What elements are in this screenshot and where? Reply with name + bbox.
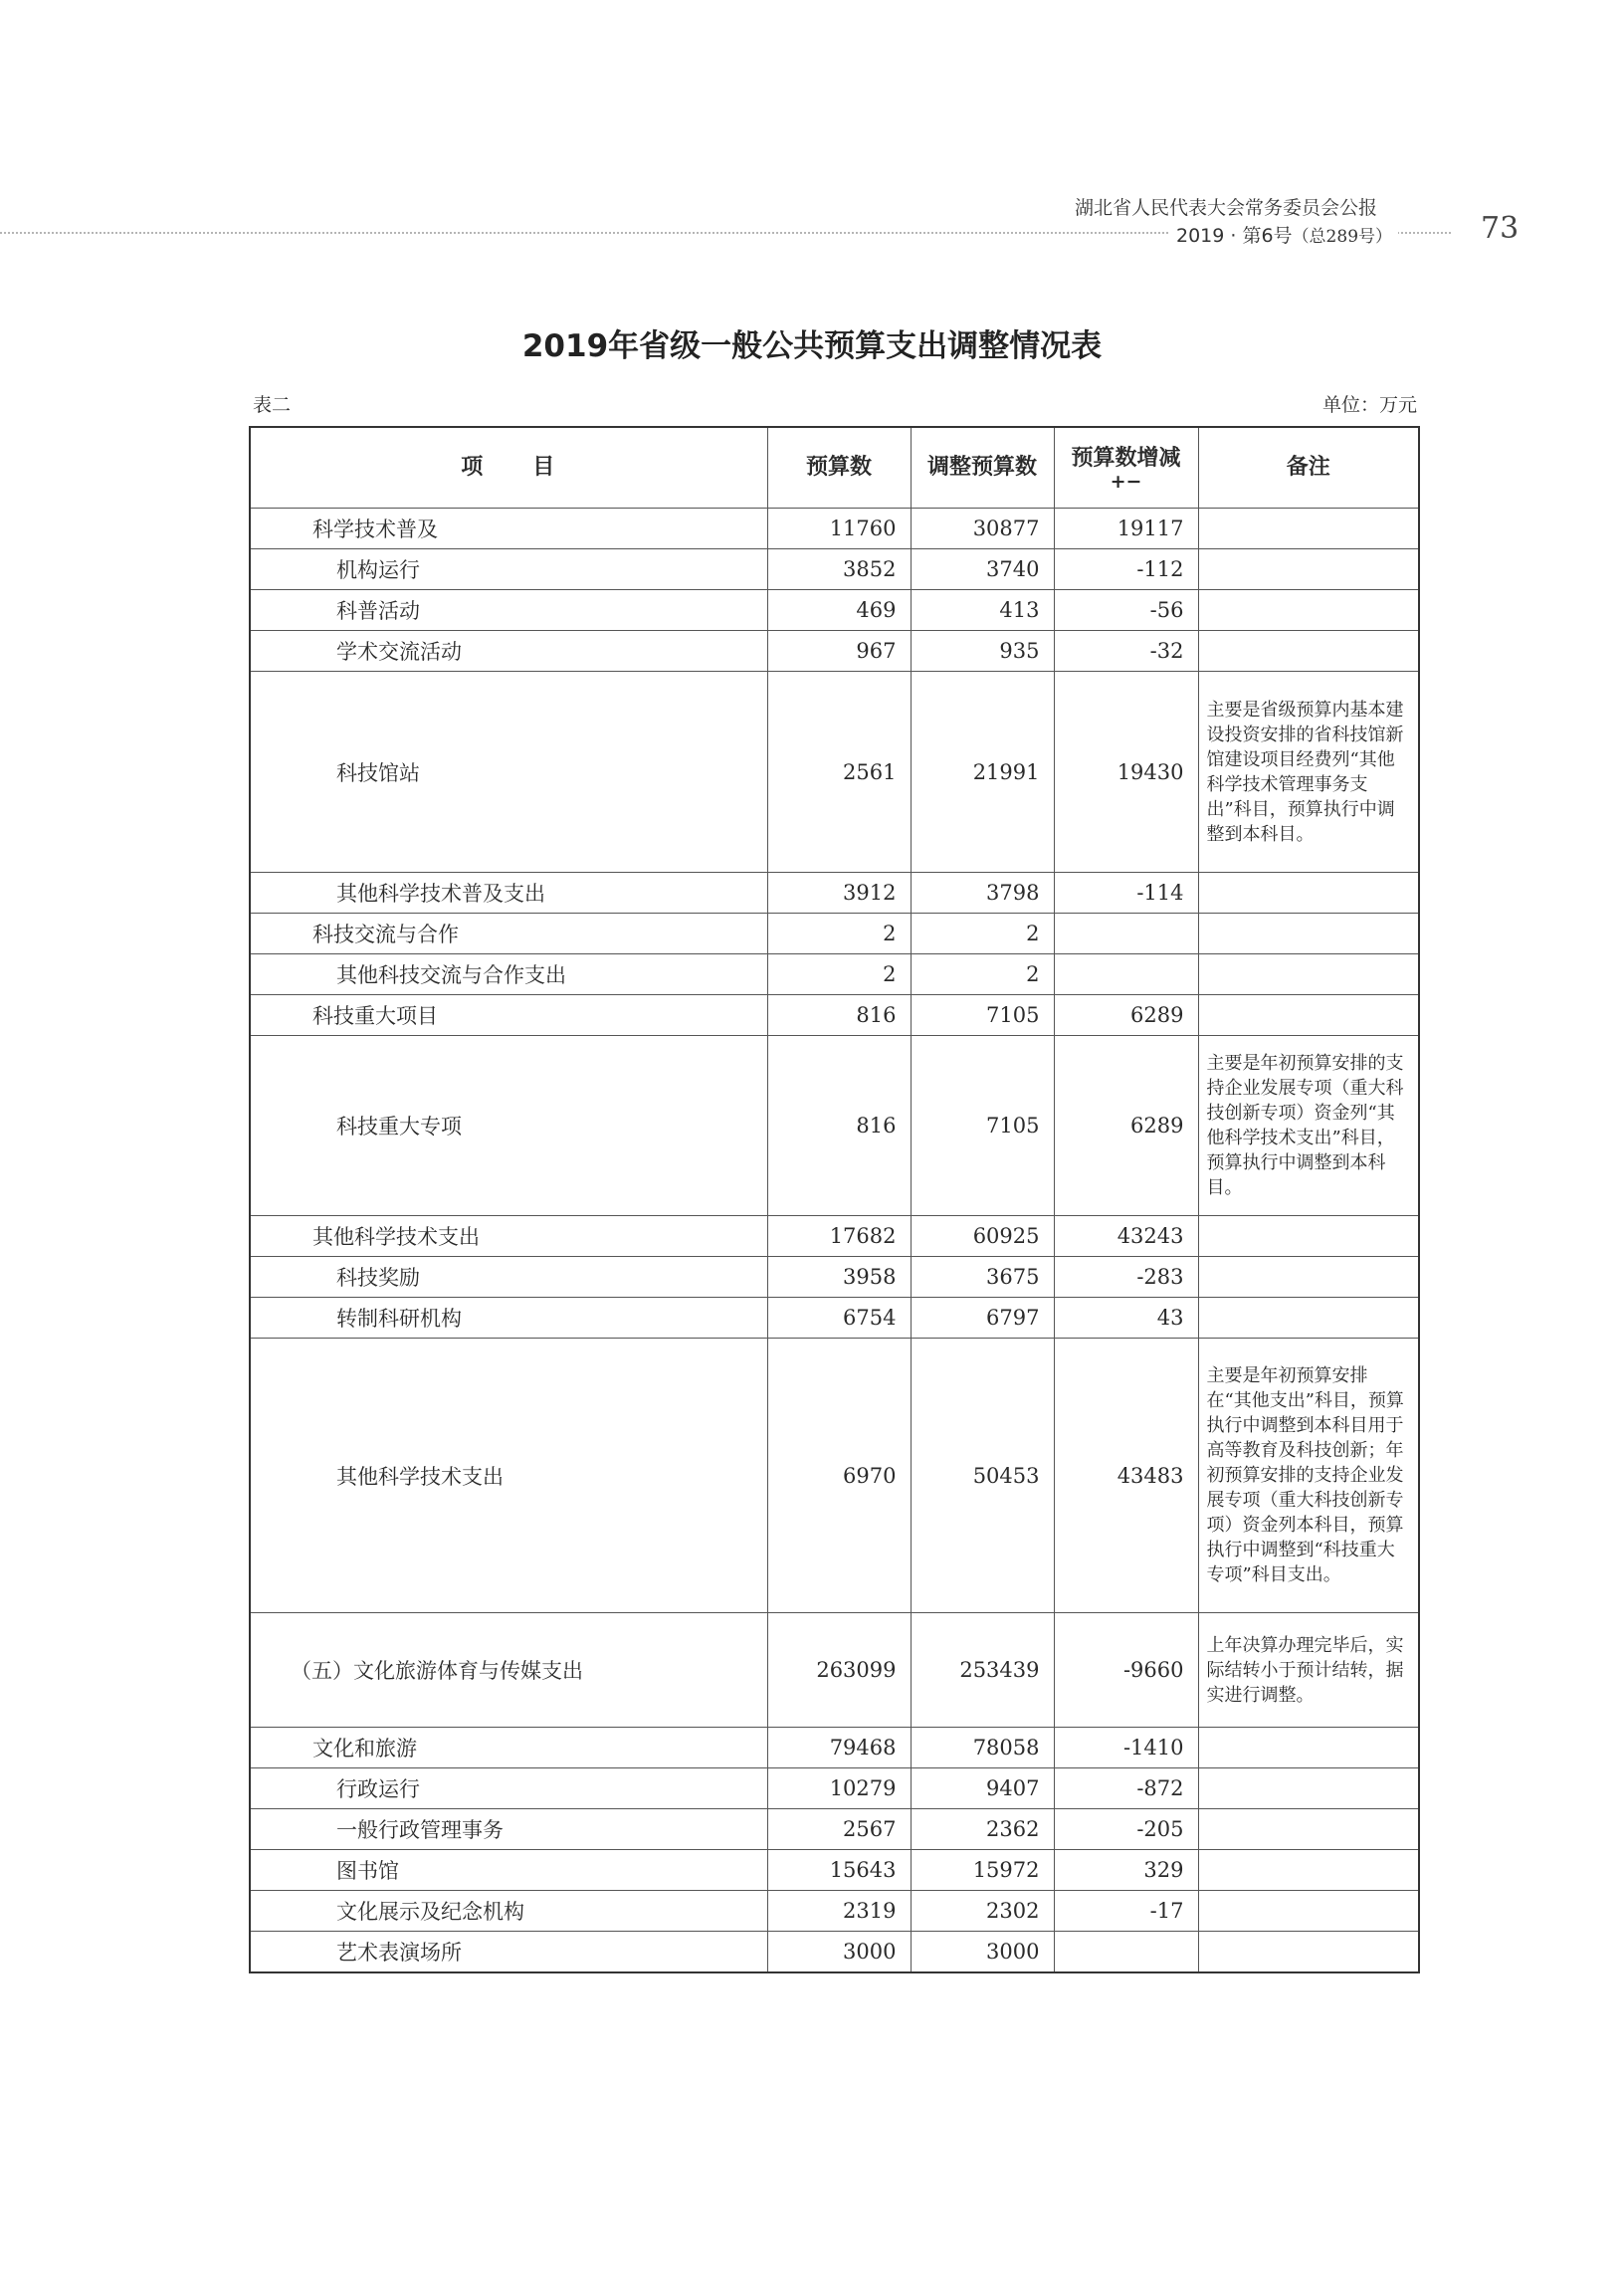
row-adjusted: 253439 bbox=[911, 1613, 1054, 1728]
table-row bbox=[250, 1768, 1419, 1809]
table-row bbox=[250, 1339, 1419, 1613]
row-budget: 17682 bbox=[767, 1216, 911, 1257]
row-note bbox=[1198, 1809, 1419, 1850]
col-adjusted-header: 调整预算数 bbox=[911, 427, 1054, 509]
row-note bbox=[1198, 1216, 1419, 1257]
row-change: -205 bbox=[1054, 1809, 1198, 1850]
table-body bbox=[250, 509, 1419, 1972]
table-row bbox=[250, 1932, 1419, 1972]
row-item: 文化和旅游 bbox=[250, 1728, 767, 1768]
row-adjusted: 2302 bbox=[911, 1891, 1054, 1932]
row-change bbox=[1054, 954, 1198, 995]
row-budget: 2 bbox=[767, 954, 911, 995]
table-row bbox=[250, 1850, 1419, 1891]
row-budget: 3000 bbox=[767, 1932, 911, 1972]
row-budget: 816 bbox=[767, 1036, 911, 1216]
row-adjusted: 50453 bbox=[911, 1339, 1054, 1613]
row-budget: 3852 bbox=[767, 549, 911, 590]
row-budget: 6970 bbox=[767, 1339, 911, 1613]
row-budget: 10279 bbox=[767, 1768, 911, 1809]
row-item: 一般行政管理事务 bbox=[250, 1809, 767, 1850]
row-adjusted: 2 bbox=[911, 914, 1054, 954]
row-adjusted: 7105 bbox=[911, 995, 1054, 1036]
col-change-header bbox=[1054, 427, 1198, 509]
row-item: 其他科学技术普及支出 bbox=[250, 873, 767, 914]
row-adjusted: 6797 bbox=[911, 1298, 1054, 1339]
table-row bbox=[250, 509, 1419, 549]
budget-table bbox=[249, 426, 1420, 1973]
row-change: -112 bbox=[1054, 549, 1198, 590]
row-adjusted: 7105 bbox=[911, 1036, 1054, 1216]
row-item: 转制科研机构 bbox=[250, 1298, 767, 1339]
table-row bbox=[250, 1257, 1419, 1298]
row-item: 科技交流与合作 bbox=[250, 914, 767, 954]
col-change-label: 预算数增减 bbox=[1071, 446, 1181, 471]
row-note bbox=[1198, 1728, 1419, 1768]
row-note bbox=[1198, 954, 1419, 995]
row-note bbox=[1198, 1768, 1419, 1809]
table-row bbox=[250, 1613, 1419, 1728]
row-adjusted: 15972 bbox=[911, 1850, 1054, 1891]
row-adjusted: 78058 bbox=[911, 1728, 1054, 1768]
row-note bbox=[1198, 549, 1419, 590]
row-adjusted: 935 bbox=[911, 631, 1054, 672]
row-note bbox=[1198, 995, 1419, 1036]
col-item-header: 项 目 bbox=[250, 427, 767, 509]
row-note bbox=[1198, 1891, 1419, 1932]
row-note bbox=[1198, 873, 1419, 914]
row-change: 19430 bbox=[1054, 672, 1198, 873]
row-note: 主要是省级预算内基本建设投资安排的省科技馆新馆建设项目经费列“其他科学技术管理事务支出”科目，预算执行中调整到本科目。 bbox=[1198, 672, 1419, 873]
row-budget: 3958 bbox=[767, 1257, 911, 1298]
row-change: -283 bbox=[1054, 1257, 1198, 1298]
col-change-sign: +− bbox=[1110, 471, 1142, 493]
table-row bbox=[250, 1891, 1419, 1932]
row-item: 图书馆 bbox=[250, 1850, 767, 1891]
row-change bbox=[1054, 1932, 1198, 1972]
issue-total: （总289号） bbox=[1292, 227, 1393, 247]
row-change: -872 bbox=[1054, 1768, 1198, 1809]
row-item: 科技馆站 bbox=[250, 672, 767, 873]
row-item: 文化展示及纪念机构 bbox=[250, 1891, 767, 1932]
row-item: 其他科学技术支出 bbox=[250, 1216, 767, 1257]
table-number: 表二 bbox=[253, 394, 292, 416]
unit-label: 单位：万元 bbox=[1321, 394, 1417, 416]
table-row bbox=[250, 672, 1419, 873]
row-adjusted: 413 bbox=[911, 590, 1054, 631]
row-change: 43 bbox=[1054, 1298, 1198, 1339]
row-change: -17 bbox=[1054, 1891, 1198, 1932]
row-item: 其他科技交流与合作支出 bbox=[250, 954, 767, 995]
row-budget: 2567 bbox=[767, 1809, 911, 1850]
row-adjusted: 60925 bbox=[911, 1216, 1054, 1257]
issue-number: 2019 · 第6号 bbox=[1176, 225, 1293, 247]
table-row bbox=[250, 1216, 1419, 1257]
row-budget: 816 bbox=[767, 995, 911, 1036]
row-change: -1410 bbox=[1054, 1728, 1198, 1768]
col-budget-header: 预算数 bbox=[767, 427, 911, 509]
row-change: 6289 bbox=[1054, 1036, 1198, 1216]
page-number: 73 bbox=[1481, 211, 1520, 246]
row-item: 学术交流活动 bbox=[250, 631, 767, 672]
row-adjusted: 3740 bbox=[911, 549, 1054, 590]
journal-name: 湖北省人民代表大会常务委员会公报 bbox=[1075, 197, 1378, 219]
row-adjusted: 21991 bbox=[911, 672, 1054, 873]
page-title: 2019年省级一般公共预算支出调整情况表 bbox=[521, 328, 1103, 364]
row-item: 机构运行 bbox=[250, 549, 767, 590]
table-row bbox=[250, 590, 1419, 631]
row-budget: 79468 bbox=[767, 1728, 911, 1768]
row-adjusted: 2362 bbox=[911, 1809, 1054, 1850]
table-row bbox=[250, 1728, 1419, 1768]
row-budget: 2 bbox=[767, 914, 911, 954]
row-change: -56 bbox=[1054, 590, 1198, 631]
row-note: 主要是年初预算安排在“其他支出”科目，预算执行中调整到本科目用于高等教育及科技创新；年初预算安排的支持企业发展专项（重大科技创新专项）资金列本科目，预算执行中调整到“科技重大专项”科目支出。 bbox=[1198, 1339, 1419, 1613]
table-row bbox=[250, 914, 1419, 954]
col-note-header: 备注 bbox=[1198, 427, 1419, 509]
row-budget: 11760 bbox=[767, 509, 911, 549]
row-change: 43243 bbox=[1054, 1216, 1198, 1257]
row-note: 上年决算办理完毕后，实际结转小于预计结转，据实进行调整。 bbox=[1198, 1613, 1419, 1728]
row-item: 科普活动 bbox=[250, 590, 767, 631]
row-note bbox=[1198, 1257, 1419, 1298]
row-adjusted: 3675 bbox=[911, 1257, 1054, 1298]
table-row bbox=[250, 1298, 1419, 1339]
row-item: 科技重大项目 bbox=[250, 995, 767, 1036]
row-note: 主要是年初预算安排的支持企业发展专项（重大科技创新专项）资金列“其他科学技术支出”科目，预算执行中调整到本科目。 bbox=[1198, 1036, 1419, 1216]
row-budget: 15643 bbox=[767, 1850, 911, 1891]
row-change: 329 bbox=[1054, 1850, 1198, 1891]
row-item: 科技奖励 bbox=[250, 1257, 767, 1298]
row-note bbox=[1198, 1298, 1419, 1339]
row-change: -114 bbox=[1054, 873, 1198, 914]
row-note bbox=[1198, 1932, 1419, 1972]
row-change: 43483 bbox=[1054, 1339, 1198, 1613]
table-row bbox=[250, 995, 1419, 1036]
row-budget: 967 bbox=[767, 631, 911, 672]
row-adjusted: 3798 bbox=[911, 873, 1054, 914]
row-item: 行政运行 bbox=[250, 1768, 767, 1809]
row-change: 6289 bbox=[1054, 995, 1198, 1036]
row-budget: 2561 bbox=[767, 672, 911, 873]
table-row bbox=[250, 631, 1419, 672]
row-budget: 469 bbox=[767, 590, 911, 631]
row-item: 其他科学技术支出 bbox=[250, 1339, 767, 1613]
row-adjusted: 2 bbox=[911, 954, 1054, 995]
row-budget: 263099 bbox=[767, 1613, 911, 1728]
row-note bbox=[1198, 590, 1419, 631]
table-row bbox=[250, 1036, 1419, 1216]
row-budget: 3912 bbox=[767, 873, 911, 914]
row-change: 19117 bbox=[1054, 509, 1198, 549]
row-adjusted: 3000 bbox=[911, 1932, 1054, 1972]
row-adjusted: 30877 bbox=[911, 509, 1054, 549]
row-note bbox=[1198, 509, 1419, 549]
table-row bbox=[250, 954, 1419, 995]
row-item: 科学技术普及 bbox=[250, 509, 767, 549]
row-adjusted: 9407 bbox=[911, 1768, 1054, 1809]
row-change: -9660 bbox=[1054, 1613, 1198, 1728]
row-item: 艺术表演场所 bbox=[250, 1932, 767, 1972]
row-note bbox=[1198, 631, 1419, 672]
row-budget: 2319 bbox=[767, 1891, 911, 1932]
table-row bbox=[250, 873, 1419, 914]
table-row bbox=[250, 1809, 1419, 1850]
row-change bbox=[1054, 914, 1198, 954]
row-item: 科技重大专项 bbox=[250, 1036, 767, 1216]
table-header-row bbox=[250, 427, 1419, 509]
issue-info bbox=[1170, 221, 1398, 248]
row-change: -32 bbox=[1054, 631, 1198, 672]
row-note bbox=[1198, 1850, 1419, 1891]
row-note bbox=[1198, 914, 1419, 954]
row-item: （五）文化旅游体育与传媒支出 bbox=[250, 1613, 767, 1728]
row-budget: 6754 bbox=[767, 1298, 911, 1339]
table-row bbox=[250, 549, 1419, 590]
